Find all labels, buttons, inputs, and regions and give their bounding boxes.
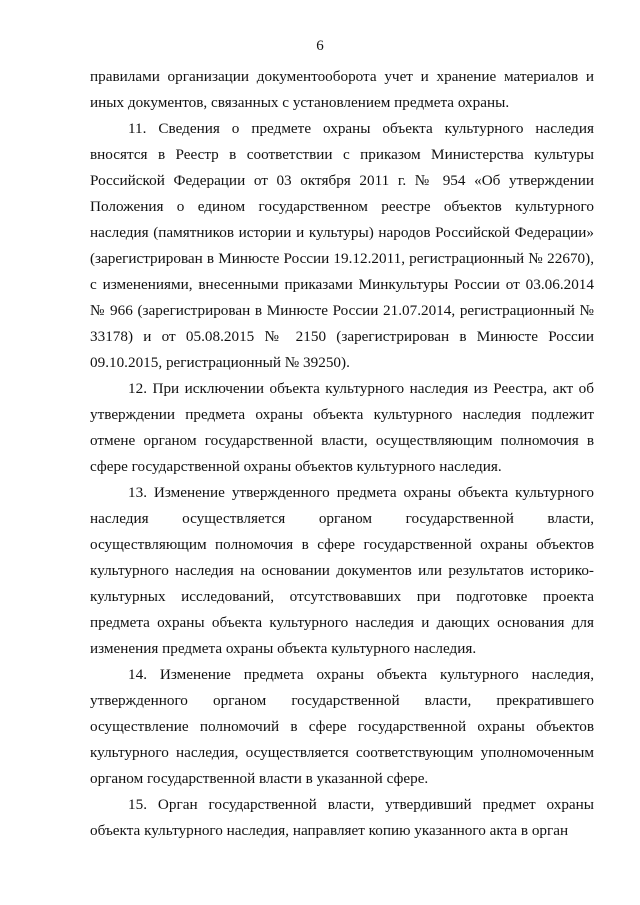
paragraph-11: 11. Сведения о предмете охраны объекта культурного наследия вносятся в Реестр в соответствии с приказом Министерства культуры Российской Федерации от 03 октября 2011 г. № 954 «Об утверждении Положения о едином государственном реестре объектов культурного наследия (памятников истории и культуры) народов Российской Федерации» (зарегистрирован в Минюсте России 19.12.2011, регистрационный № 22670), с изменениями, внесенными приказами Минкультуры России от 03.06.2014 № 966 (зарегистрирован в Минюсте России 21.07.2014, регистрационный № 33178) и от 05.08.2015 № 2150 (зарегистрирован в Минюсте России 09.10.2015, регистрационный № 39250). <box>90 120 594 371</box>
document-body <box>90 64 594 844</box>
paragraph-continuation: правилами организации документооборота учет и хранение материалов и иных документов, связанных с установлением предмета охраны. <box>90 68 594 111</box>
paragraph-13: 13. Изменение утвержденного предмета охраны объекта культурного наследия осуществляется органом государственной власти, осуществляющим полномочия в сфере государственной охраны объектов культурного наследия на основании документов или результатов историко-культурных исследований, отсутствовавших при подготовке проекта предмета охраны объекта культурного наследия и дающих основания для изменения предмета охраны объекта культурного наследия. <box>90 484 594 657</box>
paragraph-15: 15. Орган государственной власти, утвердивший предмет охраны объекта культурного наследия, направляет копию указанного акта в орган <box>90 796 594 839</box>
page-number: 6 <box>316 38 324 54</box>
paragraph-12: 12. При исключении объекта культурного наследия из Реестра, акт об утверждении предмета охраны объекта культурного наследия подлежит отмене органом государственной власти, осуществляющим полномочия в сфере государственной охраны объектов культурного наследия. <box>90 380 594 475</box>
paragraph-14: 14. Изменение предмета охраны объекта культурного наследия, утвержденного органом государственной власти, прекратившего осуществление полномочий в сфере государственной охраны объектов культурного наследия, осуществляется соответствующим уполномоченным органом государственной власти в указанной сфере. <box>90 666 594 787</box>
